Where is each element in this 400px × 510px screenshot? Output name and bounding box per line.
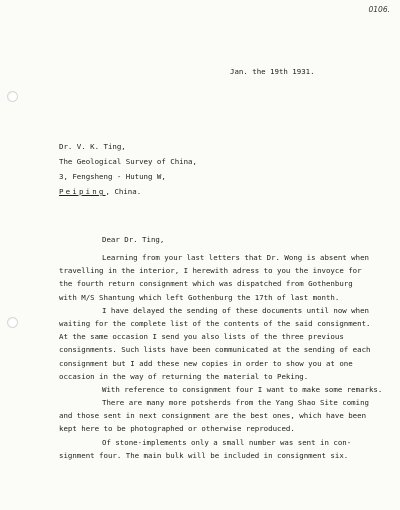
letter-date: Jan. the 19th 1931. [230,67,315,76]
punch-hole [7,91,18,102]
salutation: Dear Dr. Ting, [102,235,165,244]
recipient-street: 3, Fengsheng - Hutung W, [59,172,166,181]
paragraph-line: Learning from your last letters that Dr. Wong is absent when [102,253,369,262]
paragraph-line: Of stone-implements only a small number was sent in con- [102,437,352,447]
paragraph-line: At the same occasion I send you also lists of the three previous [59,332,344,342]
paragraph-line: the fourth return consignment which was dispatched from Gothenburg [59,279,353,289]
recipient-city-line [59,184,197,199]
paragraph-line: signment four. The main bulk will be included in consignment six. [59,450,349,460]
recipient-name: Dr. V. K. Ting, [59,142,126,151]
paragraph-line: I have delayed the sending of these documents until now when [102,305,369,315]
paragraph [59,383,383,396]
paragraph-line: There are many more potsherds from the Yang Shao Site coming [102,398,369,408]
recipient-address [59,139,197,199]
paragraph-line: With reference to consignment four I want to make some remarks. [102,384,383,394]
recipient-country: , China. [105,187,142,196]
paragraph-line: kept here to be photographed or otherwise reproduced. [59,424,295,434]
recipient-city: Peiping [59,187,106,196]
paragraph [59,251,379,304]
paragraph-line: waiting for the complete list of the contents of the said consignment. [59,318,371,328]
paragraph [59,304,379,383]
paragraph-line: consignments. Such lists have been communicated at the sending of each [59,345,371,355]
paragraph [59,396,379,436]
punch-hole [7,317,18,328]
paragraph-line: consignment but I add these new copies in order to show you at one [59,358,353,368]
letter-body [59,251,383,462]
folio-number: 0106. [368,5,390,14]
paragraph-line: occasion in the way of returning the material to Peking. [59,371,309,381]
paragraph-line: with M/S Shantung which left Gothenburg the 17th of last month. [59,292,340,302]
paragraph-line: travelling in the interior, I herewith adress to you the invoyce for [59,266,362,276]
paragraph [59,436,379,462]
recipient-organization: The Geological Survey of China, [59,157,197,166]
paragraph-line: and those sent in next consignment are the best ones, which have been [59,411,367,421]
